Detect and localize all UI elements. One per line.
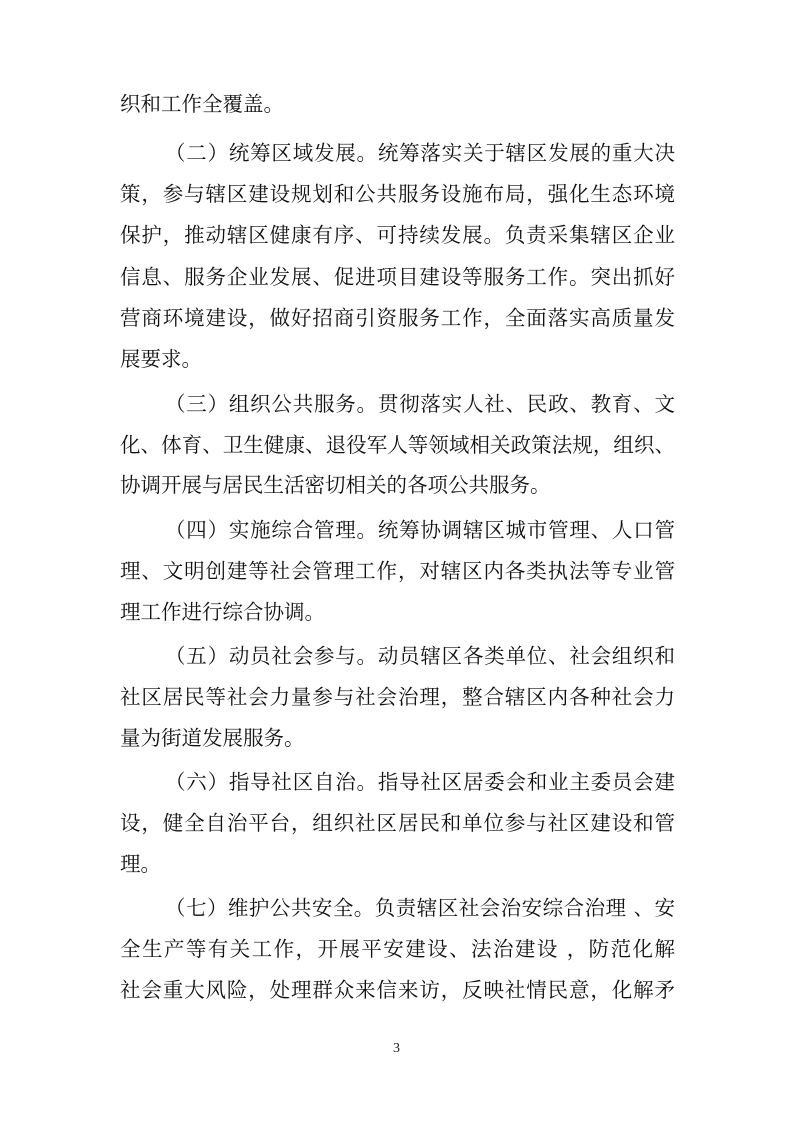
text-line: 营商环境建设，做好招商引资服务工作，全面落实高质量发 <box>120 306 675 330</box>
text-line: 化、体育、卫生健康、退役军人等领域相关政策法规，组织、 <box>120 433 675 457</box>
text-line: 保护，推动辖区健康有序、可持续发展。负责采集辖区企业 <box>120 223 675 247</box>
text-line: 协调开展与居民生活密切相关的各项公共服务。 <box>120 473 551 497</box>
text-line: 全生产等有关工作，开展平安建设、法治建设 ，防范化解 <box>120 937 675 961</box>
text-line: 设，健全自治平台，组织社区居民和单位参与社区建设和管 <box>120 811 675 835</box>
text-line: 社区居民等社会力量参与社会治理，整合辖区内各种社会力 <box>120 685 675 709</box>
text-line: 信息、服务企业发展、促进项目建设等服务工作。突出抓好 <box>120 265 675 289</box>
section-4-heading-line: （四）实施综合管理。统筹协调辖区城市管理、人口管 <box>165 518 675 542</box>
page-number: 3 <box>393 1041 400 1056</box>
section-5-heading-line: （五）动员社会参与。动员辖区各类单位、社会组织和 <box>165 644 675 668</box>
text-line: 理。 <box>120 852 161 876</box>
text-line: 理、文明创建等社会管理工作，对辖区内各类执法等专业管 <box>120 559 675 583</box>
text-line: 策，参与辖区建设规划和公共服务设施布局，强化生态环境 <box>120 182 675 206</box>
text-line: 展要求。 <box>120 347 202 371</box>
section-2-heading-line: （二）统筹区域发展。统筹落实关于辖区发展的重大决 <box>165 141 675 165</box>
section-3-heading-line: （三）组织公共服务。贯彻落实人社、民政、教育、文 <box>165 392 675 416</box>
section-7-heading-line: （七）维护公共安全。负责辖区社会治安综合治理 、安 <box>165 896 675 920</box>
text-line: 织和工作全覆盖。 <box>120 92 284 116</box>
section-6-heading-line: （六）指导社区自治。指导社区居委会和业主委员会建 <box>165 770 675 794</box>
text-line: 量为街道发展服务。 <box>120 726 305 750</box>
text-line: 社会重大风险，处理群众来信来访，反映社情民意，化解矛 <box>120 978 675 1002</box>
text-line: 理工作进行综合协调。 <box>120 600 325 624</box>
